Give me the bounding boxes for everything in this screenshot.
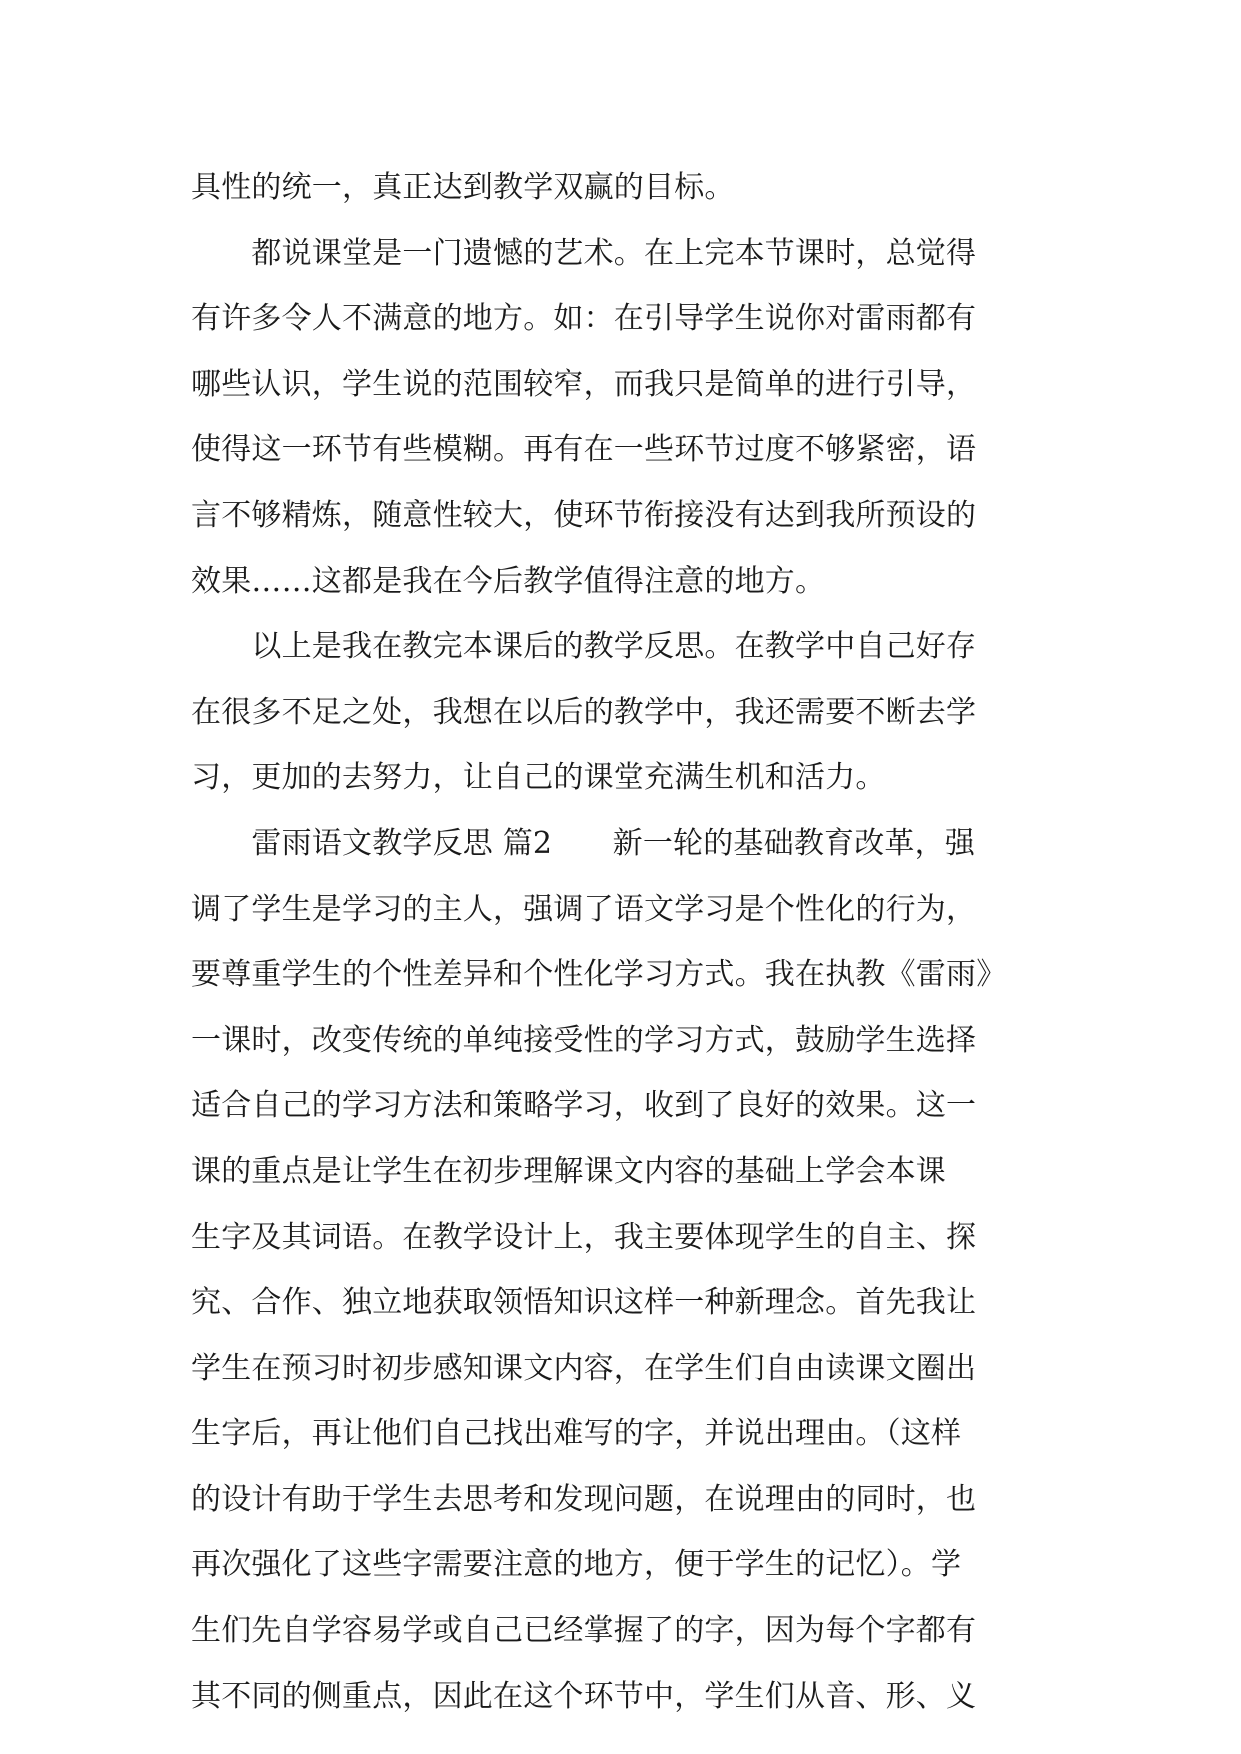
- text-line: 适合自己的学习方法和策略学习，收到了良好的效果。这一: [191, 1088, 977, 1124]
- text-line: 生字及其词语。在教学设计上，我主要体现学生的自主、探: [191, 1219, 977, 1255]
- text-line: 在很多不足之处，我想在以后的教学中，我还需要不断去学: [191, 694, 977, 730]
- text-line: 要尊重学生的个性差异和个性化学习方式。我在执教《雷雨》: [191, 957, 1007, 993]
- body-text: [191, 155, 1051, 1729]
- text-line: 习，更加的去努力，让自己的课堂充满生机和活力。: [191, 760, 886, 796]
- text-line: 有许多令人不满意的地方。如：在引导学生说你对雷雨都有: [191, 301, 977, 337]
- text-line: 以上是我在教完本课后的教学反思。在教学中自己好存: [191, 629, 977, 665]
- text-line: 究、合作、独立地获取领悟知识这样一种新理念。首先我让: [191, 1285, 977, 1321]
- text-line: 其不同的侧重点，因此在这个环节中，学生们从音、形、义: [191, 1678, 977, 1714]
- text-line: 一课时，改变传统的单纯接受性的学习方式，鼓励学生选择: [191, 1022, 977, 1058]
- text-line: 生们先自学容易学或自己已经掌握了的字，因为每个字都有: [191, 1613, 977, 1649]
- text-line: 哪些认识，学生说的范围较窄，而我只是简单的进行引导，: [191, 366, 977, 402]
- text-line: 再次强化了这些字需要注意的地方，便于学生的记忆）。学: [191, 1547, 962, 1583]
- text-line: 雷雨语文教学反思 篇2 新一轮的基础教育改革，强: [191, 825, 976, 861]
- text-line: 效果……这都是我在今后教学值得注意的地方。: [191, 563, 826, 599]
- text-line: 课的重点是让学生在初步理解课文内容的基础上学会本课: [191, 1153, 946, 1189]
- text-line: 学生在预习时初步感知课文内容，在学生们自由读课文圈出: [191, 1350, 977, 1386]
- text-line: 使得这一环节有些模糊。再有在一些环节过度不够紧密，语: [191, 432, 977, 468]
- text-line: 具性的统一，真正达到教学双赢的目标。: [191, 170, 735, 205]
- text-line: 生字后，再让他们自己找出难写的字，并说出理由。（这样: [191, 1416, 962, 1452]
- text-line: 的设计有助于学生去思考和发现问题，在说理由的同时，也: [191, 1481, 977, 1517]
- text-line: 调了学生是学习的主人，强调了语文学习是个性化的行为，: [191, 891, 977, 927]
- text-line: 言不够精炼，随意性较大，使环节衔接没有达到我所预设的: [191, 497, 977, 533]
- text-line: 都说课堂是一门遗憾的艺术。在上完本节课时，总觉得: [191, 235, 977, 271]
